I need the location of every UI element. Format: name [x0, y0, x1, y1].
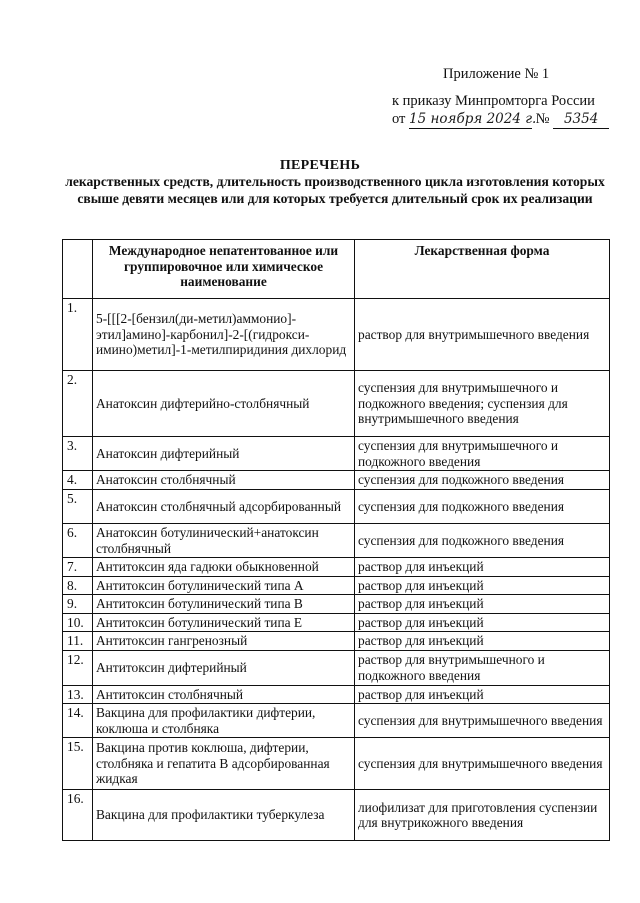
- table-row: [63, 790, 610, 841]
- order-number-handwritten: 5354: [563, 111, 599, 127]
- dosage-form: суспензия для внутримышечного введения: [355, 738, 610, 790]
- row-number: 3.: [63, 437, 93, 471]
- order-number-field: [553, 111, 609, 129]
- medicine-name: Анатоксин дифтерийно-столбнячный: [93, 371, 355, 437]
- table-row: [63, 595, 610, 614]
- dosage-form: раствор для инъекций: [355, 632, 610, 651]
- row-number: 6.: [63, 524, 93, 558]
- dosage-form: суспензия для подкожного введения: [355, 524, 610, 558]
- document-subtitle: лекарственных средств, длительность производственного цикла изготовления которых свыше девяти месяцев или для которых требуется длительный срок их реализации: [65, 174, 605, 206]
- order-date-handwritten: 15 ноября 2024 г.: [409, 111, 537, 127]
- row-number: 1.: [63, 299, 93, 371]
- dosage-form: суспензия для внутримышечного и подкожного введения: [355, 437, 610, 471]
- medicine-name: Антитоксин ботулинический типа А: [93, 576, 355, 595]
- table-row: [63, 524, 610, 558]
- medicine-name: Вакцина для профилактики туберкулеза: [93, 790, 355, 841]
- dosage-form: лиофилизат для приготовления суспензии для внутрикожного введения: [355, 790, 610, 841]
- header-form: Лекарственная форма: [355, 240, 610, 299]
- dosage-form: суспензия для внутримышечного введения: [355, 704, 610, 738]
- table-row: [63, 437, 610, 471]
- table-row: [63, 299, 610, 371]
- header-name: Международное непатентованное или группировочное или химическое наименование: [93, 240, 355, 299]
- dosage-form: раствор для внутримышечного и подкожного введения: [355, 650, 610, 685]
- order-date-number-line: [392, 111, 609, 129]
- table-row: [63, 650, 610, 685]
- row-number: 15.: [63, 738, 93, 790]
- medicine-name: Анатоксин столбнячный: [93, 471, 355, 490]
- order-date-field: [409, 111, 537, 129]
- medicine-name: Анатоксин ботулинический+анатоксин столбнячный: [93, 524, 355, 558]
- table-row: [63, 632, 610, 651]
- document-title: ПЕРЕЧЕНЬ: [279, 158, 361, 173]
- row-number: 2.: [63, 371, 93, 437]
- row-number: 8.: [63, 576, 93, 595]
- medicine-name: Антитоксин дифтерийный: [93, 650, 355, 685]
- row-number: 10.: [63, 613, 93, 632]
- header-num: [63, 240, 93, 299]
- row-number: 16.: [63, 790, 93, 841]
- row-number: 9.: [63, 595, 93, 614]
- medicine-name: Антитоксин ботулинический типа В: [93, 595, 355, 614]
- row-number: 11.: [63, 632, 93, 651]
- table-row: [63, 738, 610, 790]
- table-row: [63, 558, 610, 577]
- table-row: [63, 490, 610, 524]
- annex-title: Приложение № 1: [443, 66, 550, 82]
- table-row: [63, 371, 610, 437]
- medicine-name: Антитоксин яда гадюки обыкновенной: [93, 558, 355, 577]
- dosage-form: суспензия для подкожного введения: [355, 490, 610, 524]
- dosage-form: раствор для инъекций: [355, 558, 610, 577]
- medicine-name: Антитоксин столбнячный: [93, 685, 355, 704]
- row-number: 4.: [63, 471, 93, 490]
- medicine-name: Анатоксин дифтерийный: [93, 437, 355, 471]
- medicine-name: Антитоксин ботулинический типа Е: [93, 613, 355, 632]
- number-label: №: [535, 111, 550, 127]
- medicine-name: Антитоксин гангренозный: [93, 632, 355, 651]
- table-row: [63, 576, 610, 595]
- medicine-name: Вакцина для профилактики дифтерии, коклюша и столбняка: [93, 704, 355, 738]
- from-label: от: [392, 111, 406, 127]
- dosage-form: раствор для инъекций: [355, 595, 610, 614]
- medicine-name: 5-[[[2-[бензил(ди-метил)аммонио]-этил]амино]-карбонил]-2-[(гидрокси-имино)метил]-1-метилпиридиния дихлорид: [93, 299, 355, 371]
- dosage-form: раствор для инъекций: [355, 576, 610, 595]
- medicines-table: [62, 239, 610, 841]
- row-number: 5.: [63, 490, 93, 524]
- order-reference: к приказу Минпромторга России: [392, 93, 595, 109]
- row-number: 7.: [63, 558, 93, 577]
- row-number: 12.: [63, 650, 93, 685]
- table-row: [63, 613, 610, 632]
- dosage-form: суспензия для внутримышечного и подкожного введения; суспензия для внутримышечного введения: [355, 371, 610, 437]
- table-row: [63, 704, 610, 738]
- dosage-form: раствор для инъекций: [355, 613, 610, 632]
- dosage-form: раствор для инъекций: [355, 685, 610, 704]
- dosage-form: суспензия для подкожного введения: [355, 471, 610, 490]
- dosage-form: раствор для внутримышечного введения: [355, 299, 610, 371]
- medicine-name: Анатоксин столбнячный адсорбированный: [93, 490, 355, 524]
- row-number: 13.: [63, 685, 93, 704]
- table-row: [63, 685, 610, 704]
- table-row: [63, 471, 610, 490]
- table-header-row: [63, 240, 610, 299]
- row-number: 14.: [63, 704, 93, 738]
- medicine-name: Вакцина против коклюша, дифтерии, столбняка и гепатита В адсорбированная жидкая: [93, 738, 355, 790]
